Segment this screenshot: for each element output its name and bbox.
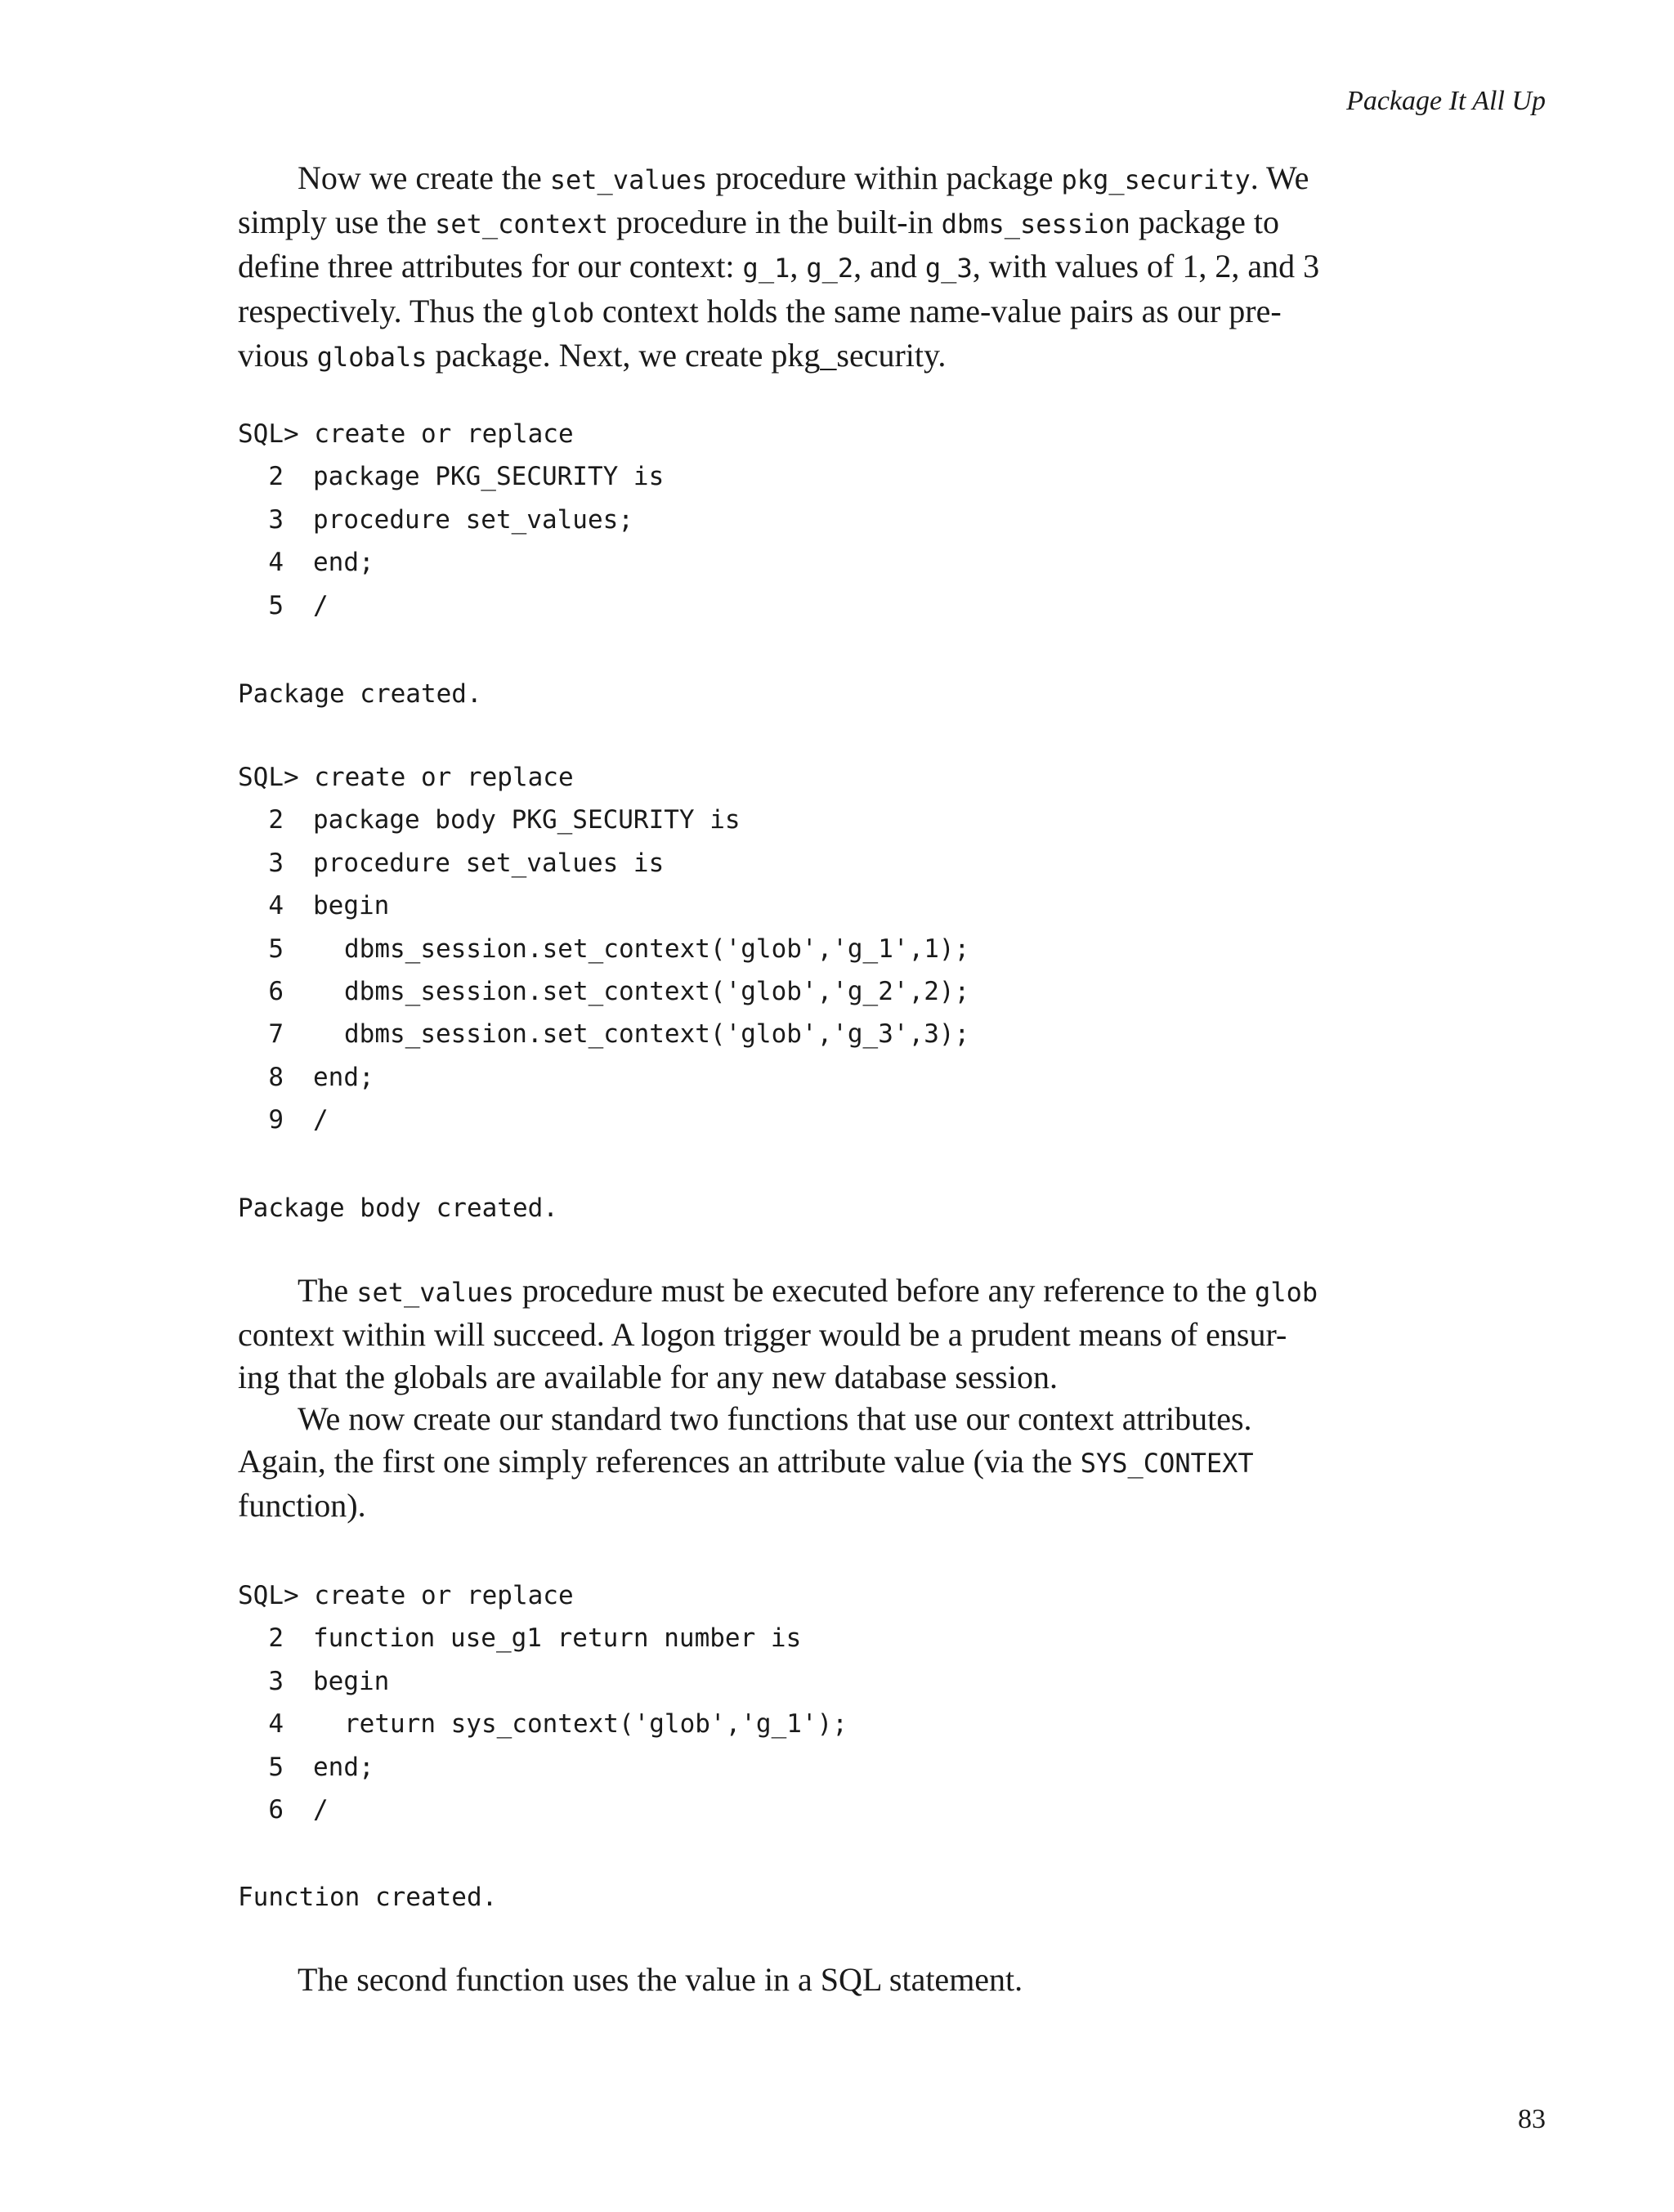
text-run: ,: [790, 248, 807, 285]
inline-code: SYS_CONTEXT: [1080, 1448, 1254, 1480]
code-line: [238, 1789, 848, 1831]
code-text: dbms_session.set_context('glob','g_2',2);: [344, 976, 970, 1006]
paragraph-line: ing that the globals are available for any new database session.: [238, 1359, 1058, 1396]
text-run: simply use the: [238, 204, 436, 241]
text-run: procedure must be executed before any reference to the: [513, 1272, 1256, 1309]
inline-code: set_context: [435, 208, 609, 240]
paragraph-line: function).: [238, 1487, 366, 1525]
inline-code: glob: [1255, 1277, 1318, 1308]
paragraph-line: [238, 334, 1399, 378]
text-run: define three attributes for our context:: [238, 248, 743, 285]
text-run: Now we create the: [298, 159, 550, 196]
code-text: dbms_session.set_context('glob','g_3',3);: [344, 1019, 970, 1050]
sql-output: Package body created.: [238, 1193, 558, 1223]
inline-code: dbms_session: [941, 208, 1130, 240]
inline-code: g_2: [806, 253, 854, 284]
code-line: [238, 541, 664, 584]
code-text: /: [313, 590, 329, 620]
code-text: create or replace: [314, 419, 574, 449]
line-number: 5: [268, 934, 284, 964]
code-line: [238, 799, 969, 841]
paragraph-set-values: [238, 1269, 1399, 1399]
line-number: 4: [268, 1709, 284, 1740]
code-line: [238, 1056, 969, 1099]
text-run: , with values of 1, 2, and 3: [972, 248, 1320, 285]
code-line: [238, 928, 969, 970]
paragraph-line: [238, 201, 1399, 245]
code-line: [238, 1013, 969, 1055]
code-line: [238, 884, 969, 927]
line-number: 9: [268, 1105, 284, 1135]
inline-code: set_values: [549, 164, 708, 195]
line-number: 6: [268, 976, 284, 1006]
code-line: [238, 1099, 969, 1141]
text-run: Again, the first one simply references an attribute value (via the: [238, 1443, 1081, 1480]
inline-code: globals: [316, 341, 427, 373]
sql-output: Function created.: [238, 1883, 498, 1912]
paragraph-line: [238, 245, 1399, 289]
line-number: 2: [268, 805, 284, 835]
text-run: The: [298, 1272, 357, 1309]
inline-code: pkg_security: [1061, 164, 1251, 195]
code-line: [238, 756, 969, 799]
paragraph-line: [238, 1440, 1399, 1484]
line-number: 4: [268, 548, 284, 578]
code-text: package PKG_SECURITY is: [313, 462, 665, 492]
line-number: 8: [268, 1062, 284, 1092]
sql-prompt: SQL>: [238, 1581, 299, 1610]
line-number: 5: [268, 590, 284, 620]
line-number: 2: [268, 1623, 284, 1654]
paragraph-line: The second function uses the value in a SQL statement.: [298, 1961, 1023, 1998]
sql-output: Package created.: [238, 679, 482, 709]
text-run: package. Next, we create pkg_security.: [427, 336, 947, 374]
code-text: begin: [313, 1666, 390, 1696]
paragraph-intro: [238, 157, 1399, 378]
text-run: procedure within package: [707, 159, 1062, 196]
text-run: context holds the same name-value pairs as our pre-: [593, 292, 1282, 329]
code-text: /: [313, 1105, 329, 1135]
line-number: 7: [268, 1019, 284, 1050]
code-line: [238, 584, 664, 627]
code-line: [238, 1746, 848, 1789]
code-line: [238, 1617, 848, 1659]
paragraph-line: We now create our standard two functions that use our context attributes.: [298, 1400, 1252, 1437]
line-number: 6: [268, 1794, 284, 1825]
line-number: 2: [268, 462, 284, 492]
code-line: [238, 455, 664, 498]
line-number: 3: [268, 1666, 284, 1696]
code-line: [238, 1660, 848, 1703]
line-number: 3: [268, 504, 284, 535]
code-listing-function: [238, 1574, 848, 1831]
code-text: dbms_session.set_context('glob','g_1',1);: [344, 934, 970, 964]
code-text: end;: [313, 1752, 374, 1782]
inline-code: glob: [530, 297, 594, 329]
text-run: package to: [1130, 204, 1279, 241]
paragraph-line: [238, 1269, 1399, 1314]
code-text: create or replace: [314, 763, 574, 792]
code-text: create or replace: [314, 1581, 574, 1610]
line-number: 3: [268, 848, 284, 878]
line-number: 5: [268, 1752, 284, 1782]
text-run: vious: [238, 336, 317, 374]
page-number: 83: [1518, 2104, 1546, 2134]
code-text: return sys_context('glob','g_1');: [344, 1709, 848, 1740]
sql-prompt: SQL>: [238, 763, 299, 792]
inline-code: set_values: [356, 1277, 514, 1308]
paragraph-line: [238, 290, 1399, 334]
code-text: end;: [313, 1062, 374, 1092]
code-line: [238, 1574, 848, 1617]
code-text: procedure set_values;: [313, 504, 633, 535]
paragraph-functions: [238, 1398, 1399, 1528]
code-text: /: [313, 1794, 329, 1825]
sql-prompt: SQL>: [238, 419, 299, 449]
inline-code: g_1: [742, 253, 790, 284]
code-listing-package-body: [238, 756, 969, 1142]
code-line: [238, 499, 664, 541]
paragraph-line: context within will succeed. A logon trigger would be a prudent means of ensur-: [238, 1316, 1287, 1354]
line-number: 4: [268, 891, 284, 921]
text-run: respectively. Thus the: [238, 292, 531, 329]
code-line: [238, 413, 664, 455]
code-line: [238, 1703, 848, 1745]
code-text: end;: [313, 548, 374, 578]
code-line: [238, 842, 969, 884]
code-listing-package-spec: [238, 413, 664, 627]
inline-code: g_3: [924, 253, 973, 284]
text-run: . We: [1250, 159, 1309, 196]
text-run: procedure in the built-in: [608, 204, 942, 241]
paragraph-line: [238, 157, 1399, 201]
code-text: package body PKG_SECURITY is: [313, 805, 741, 835]
code-text: begin: [313, 891, 390, 921]
code-text: function use_g1 return number is: [313, 1623, 802, 1654]
running-head: Package It All Up: [1346, 86, 1546, 116]
code-line: [238, 970, 969, 1013]
text-run: , and: [853, 248, 925, 285]
code-text: procedure set_values is: [313, 848, 665, 878]
paragraph-second-function: [238, 1959, 1399, 2001]
